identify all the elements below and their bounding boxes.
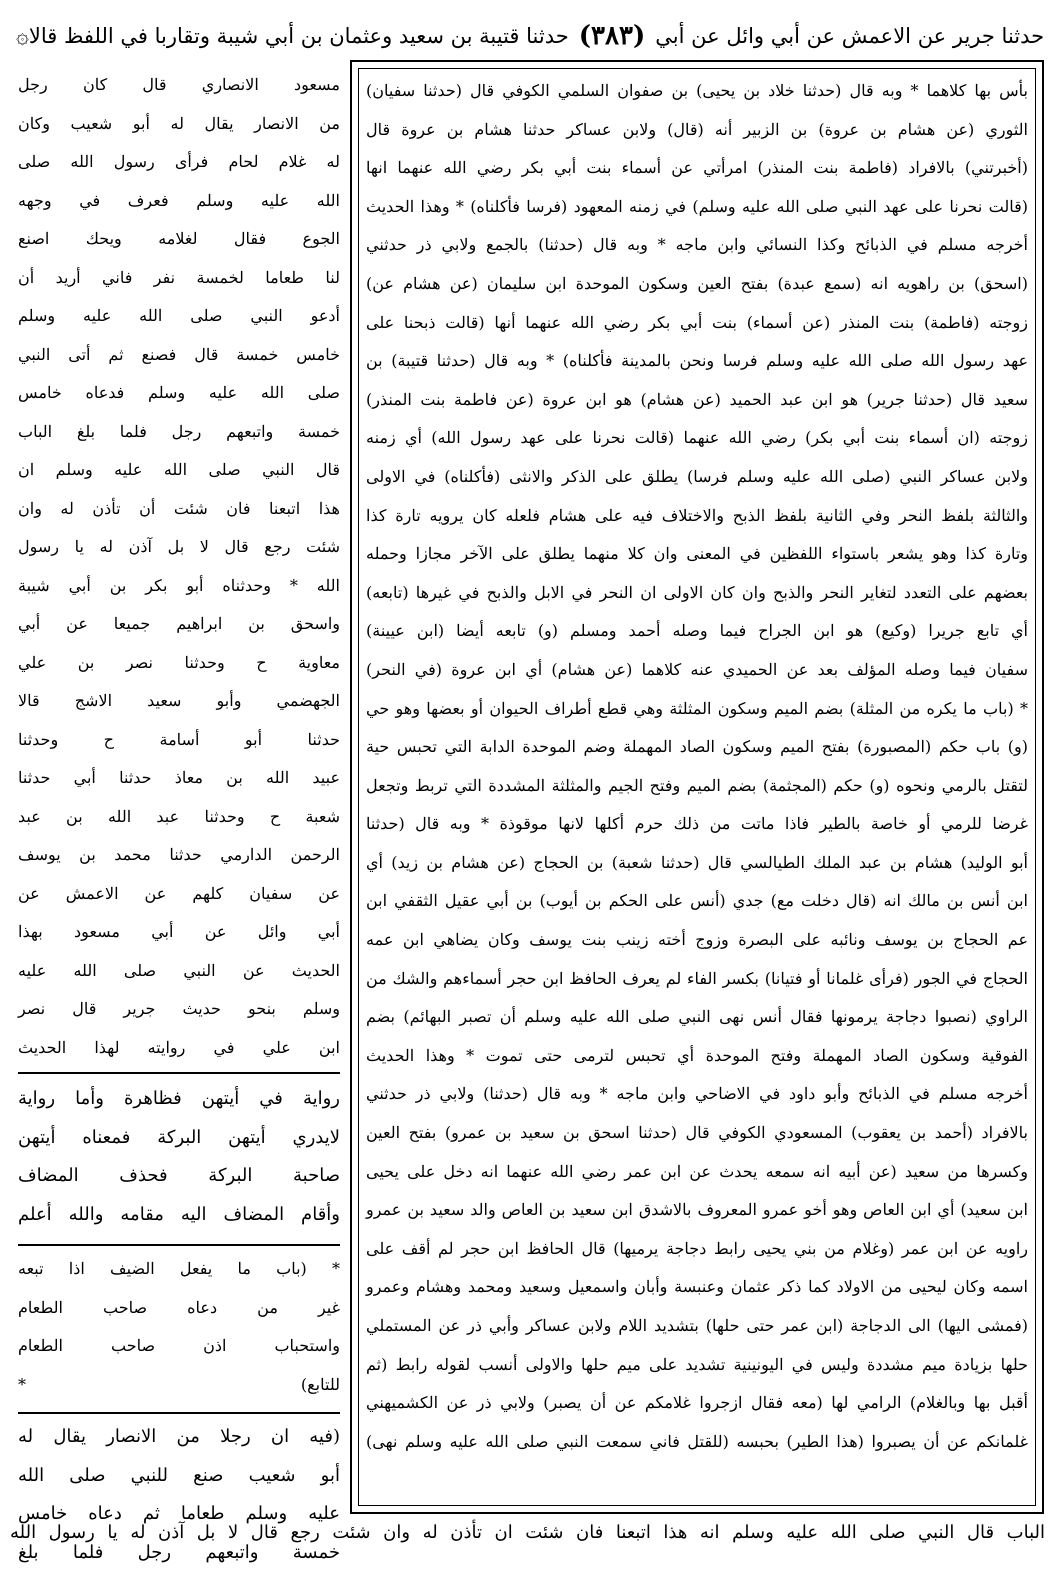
main-line: * (باب ما يكره من المثلة) بضم الميم وسكون المثلثة وهي قطع أطراف الحيوان أو بعضها وهو حي xyxy=(366,690,1028,729)
main-line: سفيان فيما وصله المؤلف بعد عن الحميدي عنه كلاهما (عن هشام) أي ابن عروة (في النحر) xyxy=(366,651,1028,690)
side-column-hadith-text xyxy=(18,66,340,1066)
main-line: الراوي (نصبوا دجاجة يرمونها فقال أنس نهى النبي صلى الله عليه وسلم أن تصبر البهائم) بضم xyxy=(366,998,1028,1037)
main-line: الفوقية وسكون الصاد المهملة وفتح الموحدة أي تحبس لترمى حتى تموت * وهذا الحديث xyxy=(366,1037,1028,1076)
side-top-line: عبيد الله بن معاذ حدثنا أبي حدثنا xyxy=(18,759,340,798)
main-line: (اسحق) بن راهويه انه (سمع عبدة) بفتح العين وسكون الموحدة ابن سليمان (عن هشام عن) xyxy=(366,265,1028,304)
main-line: سعيد قال (حدثنا جرير) هو ابن عبد الحميد (عن هشام) هو ابن عروة (عن فاطمة بنت المنذر) xyxy=(366,381,1028,420)
side-top-line: خمسة واتبعهم رجل فلما بلغ الباب xyxy=(18,413,340,452)
side-mid-line: وأقام المضاف اليه مقامه والله أعلم xyxy=(18,1196,340,1235)
main-line: (فمشى اليها) الى الدجاجة (ابن عمر حتى حلها) بتشديد اللام ولابن عساكر وأبي ذر عن المستملي xyxy=(366,1307,1028,1346)
side-top-line: مسعود الانصاري قال كان رجل xyxy=(18,66,340,105)
main-commentary-text xyxy=(366,72,1028,1500)
side-top-line: خامس خمسة قال فصنع ثم أتى النبي xyxy=(18,336,340,375)
side-top-line: وسلم بنحو حديث جرير قال نصر xyxy=(18,990,340,1029)
main-line: راويه عن ابن عمر (وغلام من بني يحيى رابط دجاجة يرميها) قال الحافظ ابن حجر لم أقف على xyxy=(366,1230,1028,1269)
main-line: وكسرها من سعيد (عن أبيه انه سمعه يحدث عن ابن عمر رضي الله عنهما انه دخل على يحيى xyxy=(366,1153,1028,1192)
main-line: وتارة كذا وهو يشعر باستواء اللفظين في المعنى وان كلا منهما يطلق على الآخر مجازا وحمله xyxy=(366,535,1028,574)
main-line: الحجاج في الجور (فرأى غلمانا أو فتيانا) بكسر الفاء لم يعرف الحافظ ابن حجر أسماءهم والشك من xyxy=(366,960,1028,999)
side-top-line: الله * وحدثناه أبو بكر بن أبي شيبة xyxy=(18,567,340,606)
side-top-line: ابن علي في روايته لهذا الحديث xyxy=(18,1029,340,1068)
main-line: بالافراد (أحمد بن يعقوب) المسعودي الكوفي قال (حدثنا اسحق بن سعيد بن عمرو) بفتح العين xyxy=(366,1114,1028,1153)
main-line: ولابن عساكر النبي (صلى الله عليه وسلم فرسا) يطلق على الذكر والانثى (فأكلناه) في الاولى xyxy=(366,458,1028,497)
main-line: زوجته (فاطمة) بنت المنذر (عن أسماء) بنت أبي بكر رضي الله عنهما أنها (قالت ذبحنا على xyxy=(366,304,1028,343)
main-line: أقبل بها وبالغلام) الرامي لها (معه فقال ازجروا غلامكم عن أن يصبر) ولابي ذر عن الكشميهني xyxy=(366,1384,1028,1423)
main-line: والثالثة بلفظ النحر وفي الثانية بلفظ الذبح والاختلاف فيه على هشام فلعله كان يرويه تارة كذا xyxy=(366,497,1028,536)
side-top-line: الله عليه وسلم فعرف في وجهه xyxy=(18,182,340,221)
header-ornament: ۞ xyxy=(16,24,29,49)
main-line: أبو الوليد) هشام بن عبد الملك الطيالسي قال (حدثنا شعبة) بن الحجاج (عن هشام بن زيد) أي xyxy=(366,844,1028,883)
main-line: (و) باب حكم (المصبورة) بفتح الميم وسكون الصاد المهملة وضم الموحدة الدابة التي تحبس حية xyxy=(366,728,1028,767)
main-line: اسمه وكان ليحيى من الاولاد كما ذكر عثمان وعنبسة وأبان واسمعيل وسعيد ومحمد وهشام وعمرو xyxy=(366,1268,1028,1307)
main-line: أخرجه مسلم في الذبائح وأبو داود في الاضاحي وابن ماجه * وبه قال (حدثنا) ولابي ذر حدثني xyxy=(366,1075,1028,1114)
side-top-line: شعبة ح وحدثنا عبد الله بن عبد xyxy=(18,798,340,837)
side-chapter-line: * (باب ما يفعل الضيف اذا تبعه xyxy=(18,1250,340,1289)
side-top-line: قال النبي صلى الله عليه وسلم ان xyxy=(18,451,340,490)
main-line: غرضا للرمي أو خاصة بالطير فاذا ماتت من ذلك حرم أكلها لانها موقوذة * وبه قال (حدثنا xyxy=(366,805,1028,844)
main-line: زوجته (ان أسماء بنت أبي بكر) رضي الله عنهما (قالت نحرنا على عهد رسول الله) أي زمنه xyxy=(366,419,1028,458)
main-line: لتقتل بالرمي ونحوه (و) حكم (المجثمة) بضم الميم وفتح الجيم والمثلثة المشددة التي تربط وتجعل xyxy=(366,767,1028,806)
side-top-line: أبي وائل عن أبي مسعود بهذا xyxy=(18,913,340,952)
side-top-line: له غلام لحام فرأى رسول الله صلى xyxy=(18,143,340,182)
side-divider-3 xyxy=(18,1412,340,1414)
side-mid-line: صاحبة البركة فحذف المضاف xyxy=(18,1157,340,1196)
page-header xyxy=(8,14,1047,58)
main-line: بأس بها كلاهما * وبه قال (حدثنا خلاد بن يحيى) بن صفوان السلمي الكوفي قال (حدثنا سفيان) xyxy=(366,72,1028,111)
main-line: عم الحجاج بن يوسف ونائبه على البصرة وزوج أخته زينب بنت يوسف وكان يضاهي ابن عمه xyxy=(366,921,1028,960)
side-chapter-line: واستحباب اذن صاحب الطعام xyxy=(18,1327,340,1366)
main-line: أي تابع جريرا (وكيع) هو ابن الجراح فيما وصله أحمد ومسلم (و) تابعه أيضا (ابن عيينة) xyxy=(366,612,1028,651)
main-line: غلمانكم عن أن يصبروا (هذا الطير) بحبسه (للقتل فاني سمعت النبي صلى الله عليه وسلم نهى) xyxy=(366,1423,1028,1462)
side-top-line: حدثنا أبو أسامة ح وحدثنا xyxy=(18,721,340,760)
side-bot-line: خمسة واتبعهم رجل فلما بلغ xyxy=(18,1534,340,1572)
side-column-chapter-heading xyxy=(18,1250,340,1410)
page-number: (٣٨٣) xyxy=(579,21,646,51)
side-top-line: من الانصار يقال له أبو شعيب وكان xyxy=(18,105,340,144)
header-text-right: حدثنا قتيبة بن سعيد وعثمان بن أبي شيبة وتقاربا في اللفظ قالا xyxy=(29,24,569,48)
side-top-line: الجوع فقال لغلامه ويحك اصنع xyxy=(18,220,340,259)
side-mid-line: رواية في أيتهن فظاهرة وأما رواية xyxy=(18,1080,340,1119)
side-bot-line: أبو شعيب صنع للنبي صلى الله xyxy=(18,1457,340,1496)
side-top-line: صلى الله عليه وسلم فدعاه خامس xyxy=(18,374,340,413)
main-line: الثوري (عن هشام بن عروة) بن الزبير أنه (قال) ولابن عساكر حدثنا هشام بن عروة قال xyxy=(366,111,1028,150)
side-top-line: واسحق بن ابراهيم جميعا عن أبي xyxy=(18,605,340,644)
side-bot-line: عليه وسلم طعاما ثم دعاه خامس xyxy=(18,1495,340,1534)
main-line: ابن أنس بن مالك انه (قال دخلت مع) جدي (أنس على الحكم بن أيوب) بن أبي عقيل الثقفي ابن xyxy=(366,882,1028,921)
side-top-line: الحديث عن النبي صلى الله عليه xyxy=(18,952,340,991)
side-top-line: معاوية ح وحدثنا نصر بن علي xyxy=(18,644,340,683)
side-bot-line: (فيه ان رجلا من الانصار يقال له xyxy=(18,1418,340,1457)
side-chapter-line: غير من دعاه صاحب الطعام xyxy=(18,1289,340,1328)
side-top-line: شئت رجع قال لا بل آذن له يا رسول xyxy=(18,528,340,567)
main-line: عهد رسول الله صلى الله عليه وسلم فرسا ونحن بالمدينة فأكلناه) * وبه قال (حدثنا قتيبة) بن xyxy=(366,342,1028,381)
side-top-line: عن سفيان كلهم عن الاعمش عن xyxy=(18,875,340,914)
side-column-commentary-bottom xyxy=(18,1418,340,1518)
side-top-line: أدعو النبي صلى الله عليه وسلم xyxy=(18,297,340,336)
main-line: ابن سعيد) أي ابن العاص وهو أخو عمرو المعروف بالاشدق ابن سعيد بن العاص والد سعيد بن عمرو xyxy=(366,1191,1028,1230)
side-divider-2 xyxy=(18,1244,340,1246)
main-line: حلها بزيادة ميم مشددة وليس في اليونينية تشديد على ميم حلها والاولى أنسب لقوله رابط (ثم xyxy=(366,1346,1028,1385)
main-line: (أخبرتني) بالافراد (فاطمة بنت المنذر) امرأتي عن أسماء بنت أبي بكر رضي الله عنهما انها xyxy=(366,149,1028,188)
side-top-line: هذا اتبعنا فان شئت أن تأذن له وان xyxy=(18,490,340,529)
side-divider-1 xyxy=(18,1072,340,1074)
side-mid-line: لايدري أيتهن البركة فمعناه أيتهن xyxy=(18,1119,340,1158)
page-footer-line: الباب قال النبي صلى الله عليه وسلم انه هذا اتبعنا فان شئت ان تأذن له وان شئت رجع قال لا بل آذن له يا رسول الله xyxy=(10,1516,1045,1550)
main-line: (قالت نحرنا على عهد النبي صلى الله عليه وسلم) في زمنه المعهود (فرسا فأكلناه) * وهذا الحديث xyxy=(366,188,1028,227)
header-text-left: حدثنا جرير عن الاعمش عن أبي وائل عن أبي xyxy=(655,24,1044,48)
side-column-commentary xyxy=(18,1080,340,1240)
side-chapter-line: للتابع) * xyxy=(18,1366,340,1405)
side-top-line: الجهضمي وأبو سعيد الاشج قالا xyxy=(18,682,340,721)
side-top-line: الرحمن الدارمي حدثنا محمد بن يوسف xyxy=(18,836,340,875)
main-line: بعضهم على التعدد لتغاير النحر والذبح وان كان الاولى ان النحر في الابل والذبح في غيرها (تابعه) xyxy=(366,574,1028,613)
main-line: أخرجه مسلم في الذبائح وكذا النسائي وابن ماجه * وبه قال (حدثنا) بالجمع ولابي ذر حدثني xyxy=(366,226,1028,265)
side-top-line: لنا طعاما لخمسة نفر فاني أريد أن xyxy=(18,259,340,298)
